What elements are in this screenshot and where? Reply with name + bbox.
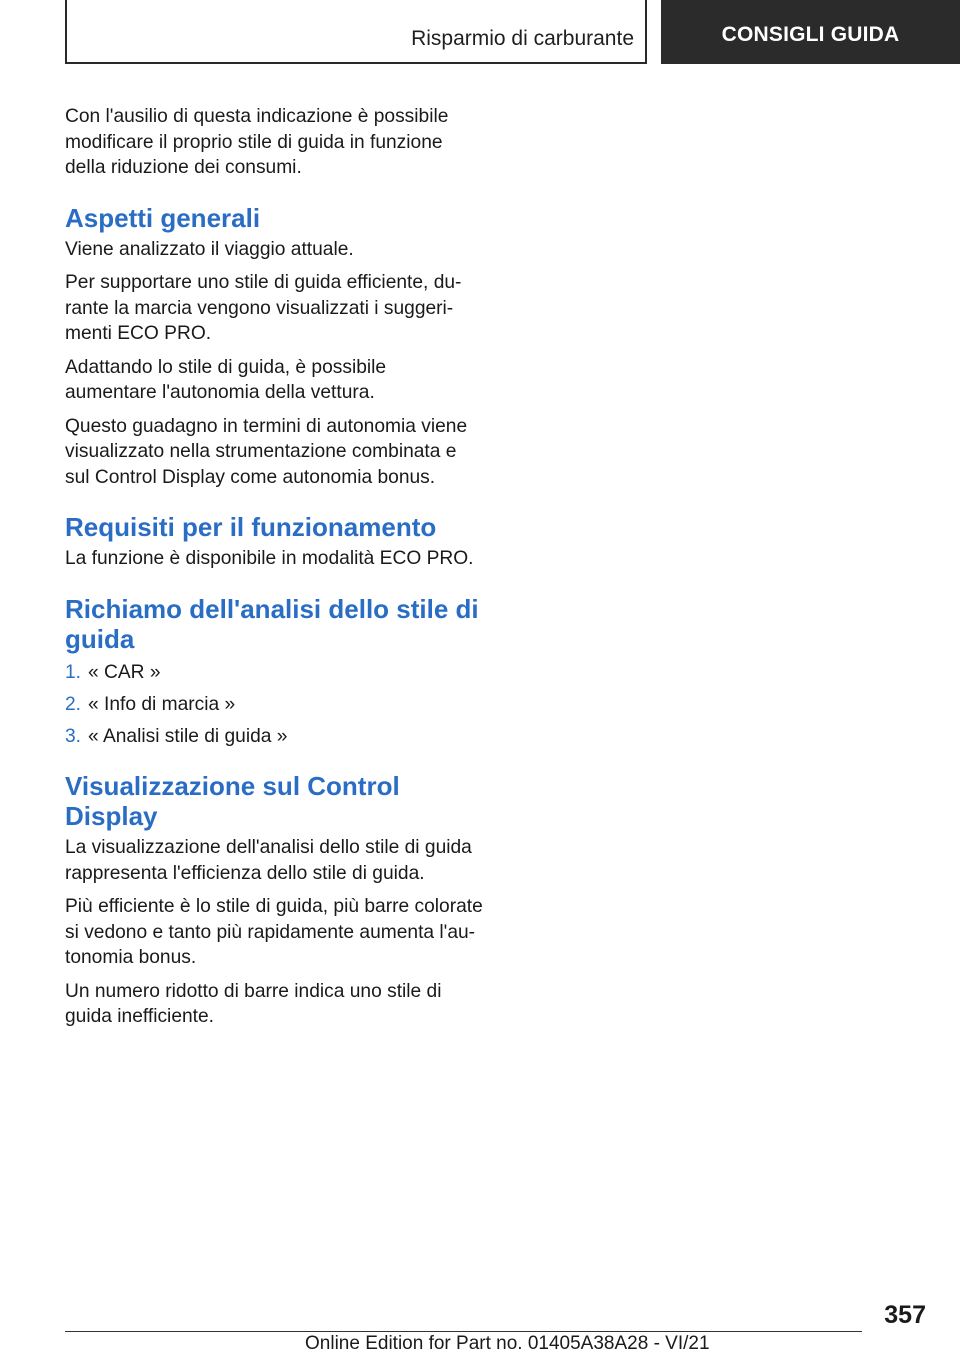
paragraph: Più efficiente è lo stile di guida, più barre colorate si vedono e tanto più rapidamente aumenta l'au-tonomia bonus. (65, 896, 483, 968)
step-number: 1. (65, 661, 82, 683)
step-text: « Analisi stile di guida » (88, 725, 288, 747)
section-heading-recall: Richiamo dell'analisi dello stile di guida (65, 593, 479, 654)
paragraph: Per supportare uno stile di guida efficiente, du-rante la marcia vengono visualizzati i suggeri-menti ECO PRO. (65, 272, 462, 344)
footer-divider (65, 1331, 862, 1332)
page-content (65, 104, 483, 1038)
list-item (65, 660, 483, 686)
step-text: « CAR » (88, 661, 161, 683)
intro-paragraph: Con l'ausilio di questa indicazione è possibile modificare il proprio stile di guida in funzione della riduzione dei consumi. (65, 106, 449, 178)
step-text: « Info di marcia » (88, 693, 236, 715)
chapter-tab-label: CONSIGLI GUIDA (721, 23, 900, 46)
section-heading-requirements: Requisiti per il funzionamento (65, 512, 437, 542)
steps-list (65, 660, 483, 750)
header-section-title: Risparmio di carburante (411, 27, 634, 50)
step-number: 3. (65, 725, 82, 747)
page-number: 357 (884, 1301, 926, 1329)
section-heading-display: Visualizzazione sul Control Display (65, 771, 400, 831)
paragraph: Questo guadagno in termini di autonomia viene visualizzato nella strumentazione combinata e sul Control Display come autonomia bonus. (65, 415, 468, 488)
step-number: 2. (65, 693, 82, 715)
paragraph: Viene analizzato il viaggio attuale. (65, 238, 354, 260)
paragraph: La funzione è disponibile in modalità ECO PRO. (65, 548, 474, 569)
list-item (65, 724, 483, 750)
footer-edition: Online Edition for Part no. 01405A38A28 - VI/21 (305, 1333, 710, 1354)
paragraph: La visualizzazione dell'analisi dello stile di guida rappresenta l'efficienza dello stile di guida. (65, 837, 472, 884)
chapter-tab (661, 0, 960, 64)
section-heading-general: Aspetti generali (65, 202, 261, 233)
paragraph: Un numero ridotto di barre indica uno stile di guida inefficiente. (65, 980, 442, 1027)
list-item (65, 692, 483, 718)
paragraph: Adattando lo stile di guida, è possibile aumentare l'autonomia della vettura. (65, 356, 387, 403)
